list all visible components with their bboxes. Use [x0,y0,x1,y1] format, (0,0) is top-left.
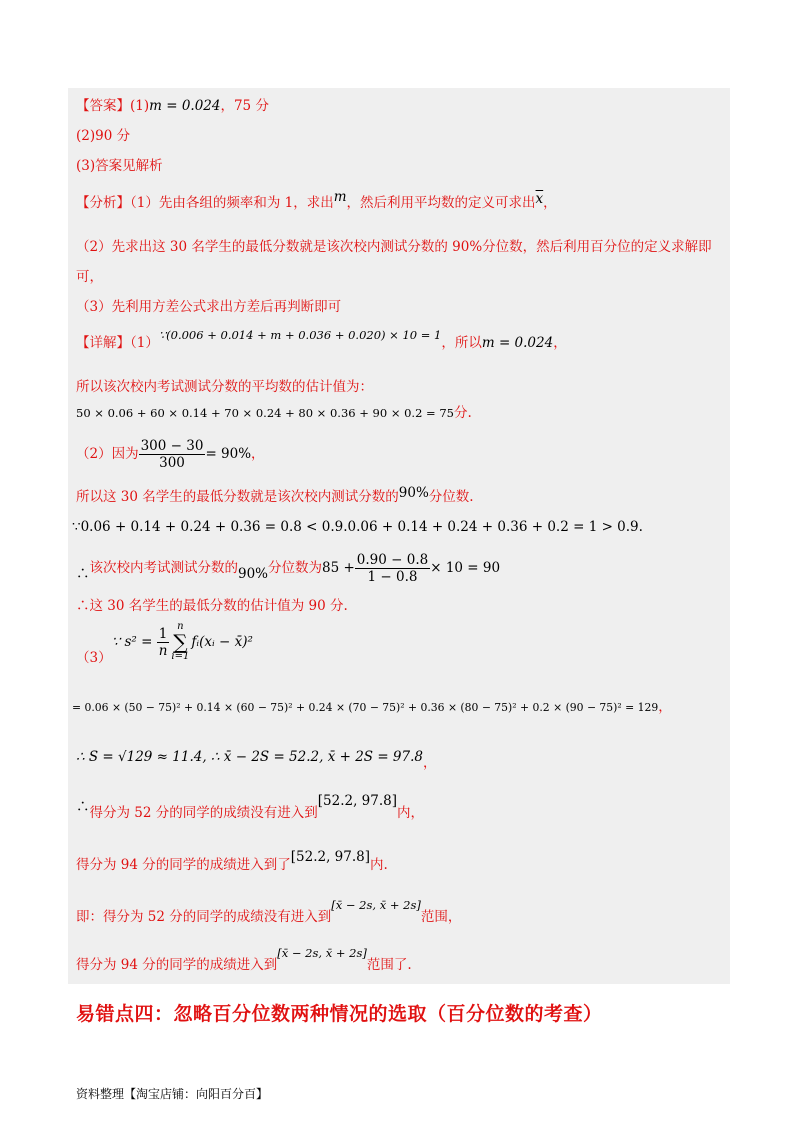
analysis-line-2: （2）先求出这 30 名学生的最低分数就是该次校内测试分数的 90%分位数，然后利用百分位的定义求解即 [76,239,712,255]
percentile-value: 90% [398,485,429,501]
conclusion1-end: 内， [397,805,424,821]
conclusion1-text: 得分为 52 分的同学的成绩没有进入到 [89,805,318,821]
variance-tail: fᵢ(xᵢ − x̄)² [191,633,253,650]
detail-part2-line [76,438,265,471]
inequality-line [72,518,643,536]
detail-label: 【详解】 [76,335,130,351]
variance-lead: ∵ s² = [111,633,153,650]
ratio-result: = 90% [205,446,252,462]
calc-percent: 90% [238,566,269,582]
mean-equation-line [76,404,472,422]
sigma-icon: ∑ [173,630,188,654]
calc-text-a: 该次校内考试测试分数的 [89,560,238,576]
ratio-fraction [139,438,206,471]
conclusion2-end: 内. [370,857,388,873]
mean-text: 所以该次校内考试测试分数的平均数的估计值为： [76,379,373,395]
stddev-equation: ∴ S = √129 ≈ 11.4, ∴ x̄ − 2S = 52.2, x̄ + 2S = 97.8 [76,749,423,765]
analysis-text-b: ，然后利用平均数的定义可求出 [346,195,536,211]
variance-expansion-line [72,698,672,717]
variance-formula-line [76,621,253,666]
detail-sum-equation: ∵(0.006 + 0.014 + m + 0.036 + 0.020) × 10 = 1 [158,328,442,342]
conclusion-line-3 [76,898,462,925]
percentile-line [76,485,474,506]
therefore-symbol-2: ∴ [76,799,90,815]
calc-fraction [355,552,430,585]
detail-part2-prefix: （2）因为 [76,446,139,462]
detail-m-result: m = 0.024 [481,335,554,351]
conclusion2-interval: [52.2, 97.8] [290,849,370,865]
detail-comma: ， [553,335,567,351]
answer-part1-suffix: ，75 分 [220,98,269,114]
page-footer: 资料整理【淘宝店铺：向阳百分百】 [76,1087,269,1101]
calc-denominator: 1 − 0.8 [367,569,418,585]
conclusion2-text: 得分为 94 分的同学的成绩进入到了 [76,857,291,873]
analysis-line-3: 可， [76,269,103,285]
analysis-line-4: （3）先利用方差公式求出方差后再判断即可 [76,299,342,315]
conclusion3-end: 范围， [420,909,462,925]
answer-line-3: (3)答案见解析 [76,158,163,174]
sum-lower: i=1 [171,651,190,662]
analysis-text-c: ， [543,195,557,211]
variance-denominator: n [158,642,168,659]
calc-lead: 85 + [322,560,355,576]
detail-part3-prefix: （3） [76,649,112,666]
conclusion1-interval: [52.2, 97.8] [317,793,397,809]
variance-formula [111,621,253,662]
calc-tail: × 10 = 90 [430,560,501,576]
sum-upper: n [177,621,184,632]
section-heading: 易错点四：忽略百分位数两种情况的选取（百分位数的考查） [76,1003,603,1025]
ratio-denominator: 300 [159,455,185,471]
stddev-line [76,748,437,771]
calc-numerator: 0.90 − 0.8 [356,552,429,568]
analysis-label: 【分析】 [76,195,130,211]
conclusion4-interval: [x̄ − 2s, x̄ + 2s] [277,946,367,960]
analysis-m: m [333,189,347,205]
answer-part1-prefix: (1) [130,98,150,114]
conclusion-line-4 [76,946,412,973]
answer-line-1 [76,97,269,115]
percentile-text-a: 所以这 30 名学生的最低分数就是该次校内测试分数的 [76,489,399,505]
analysis-line-1 [76,189,557,212]
conclusion3-text: 即：得分为 52 分的同学的成绩没有进入到 [76,909,332,925]
detail-so-text: ，所以 [441,335,482,351]
conclusion3-interval: [x̄ − 2s, x̄ + 2s] [331,898,421,912]
cumulative-inequality: ∵0.06 + 0.14 + 0.24 + 0.36 = 0.8 < 0.9.0.06 + 0.14 + 0.24 + 0.36 + 0.2 = 1 > 0.9. [72,519,643,535]
percentile-text-b: 分位数. [428,489,474,505]
detail-line-1 [76,328,567,352]
mean-unit: 分. [453,405,472,421]
answer-m-value: m = 0.024 [149,98,221,114]
detail-part1-prefix: （1） [130,335,159,351]
percentile-calc-line [76,552,500,585]
analysis-text-a: （1）先由各组的频率和为 1，求出 [130,195,334,211]
conclusion-line-2 [76,848,388,873]
answer-label: 【答案】 [76,98,130,114]
summation [171,622,189,662]
therefore-symbol: ∴ [76,566,90,582]
variance-expansion: = 0.06 × (50 − 75)² + 0.14 × (60 − 75)² + 0.24 × (70 − 75)² + 0.36 × (80 − 75)² + 0.2 × (90 − 75)² = 129 [72,701,659,714]
conclusion-line-1 [76,793,424,821]
variance-numerator: 1 [157,626,170,643]
conclusion4-text: 得分为 94 分的同学的成绩进入到 [76,957,278,973]
ratio-numerator: 300 − 30 [140,438,204,454]
conclusion4-end: 范围了. [366,957,412,973]
analysis-xbar: $\overline{x}$ [535,191,544,207]
variance-comma: ， [658,699,672,715]
variance-fraction [157,626,170,659]
answer-line-2: (2)90 分 [76,128,131,144]
calc-text-b: 分位数为 [268,560,323,576]
estimate-line: ∴这 30 名学生的最低分数的估计值为 90 分. [76,598,348,614]
ratio-comma: ， [251,446,265,462]
stddev-comma: ， [423,755,437,771]
mean-equation: 50 × 0.06 + 60 × 0.14 + 70 × 0.24 + 80 × 0.36 + 90 × 0.2 = 75 [76,406,454,420]
